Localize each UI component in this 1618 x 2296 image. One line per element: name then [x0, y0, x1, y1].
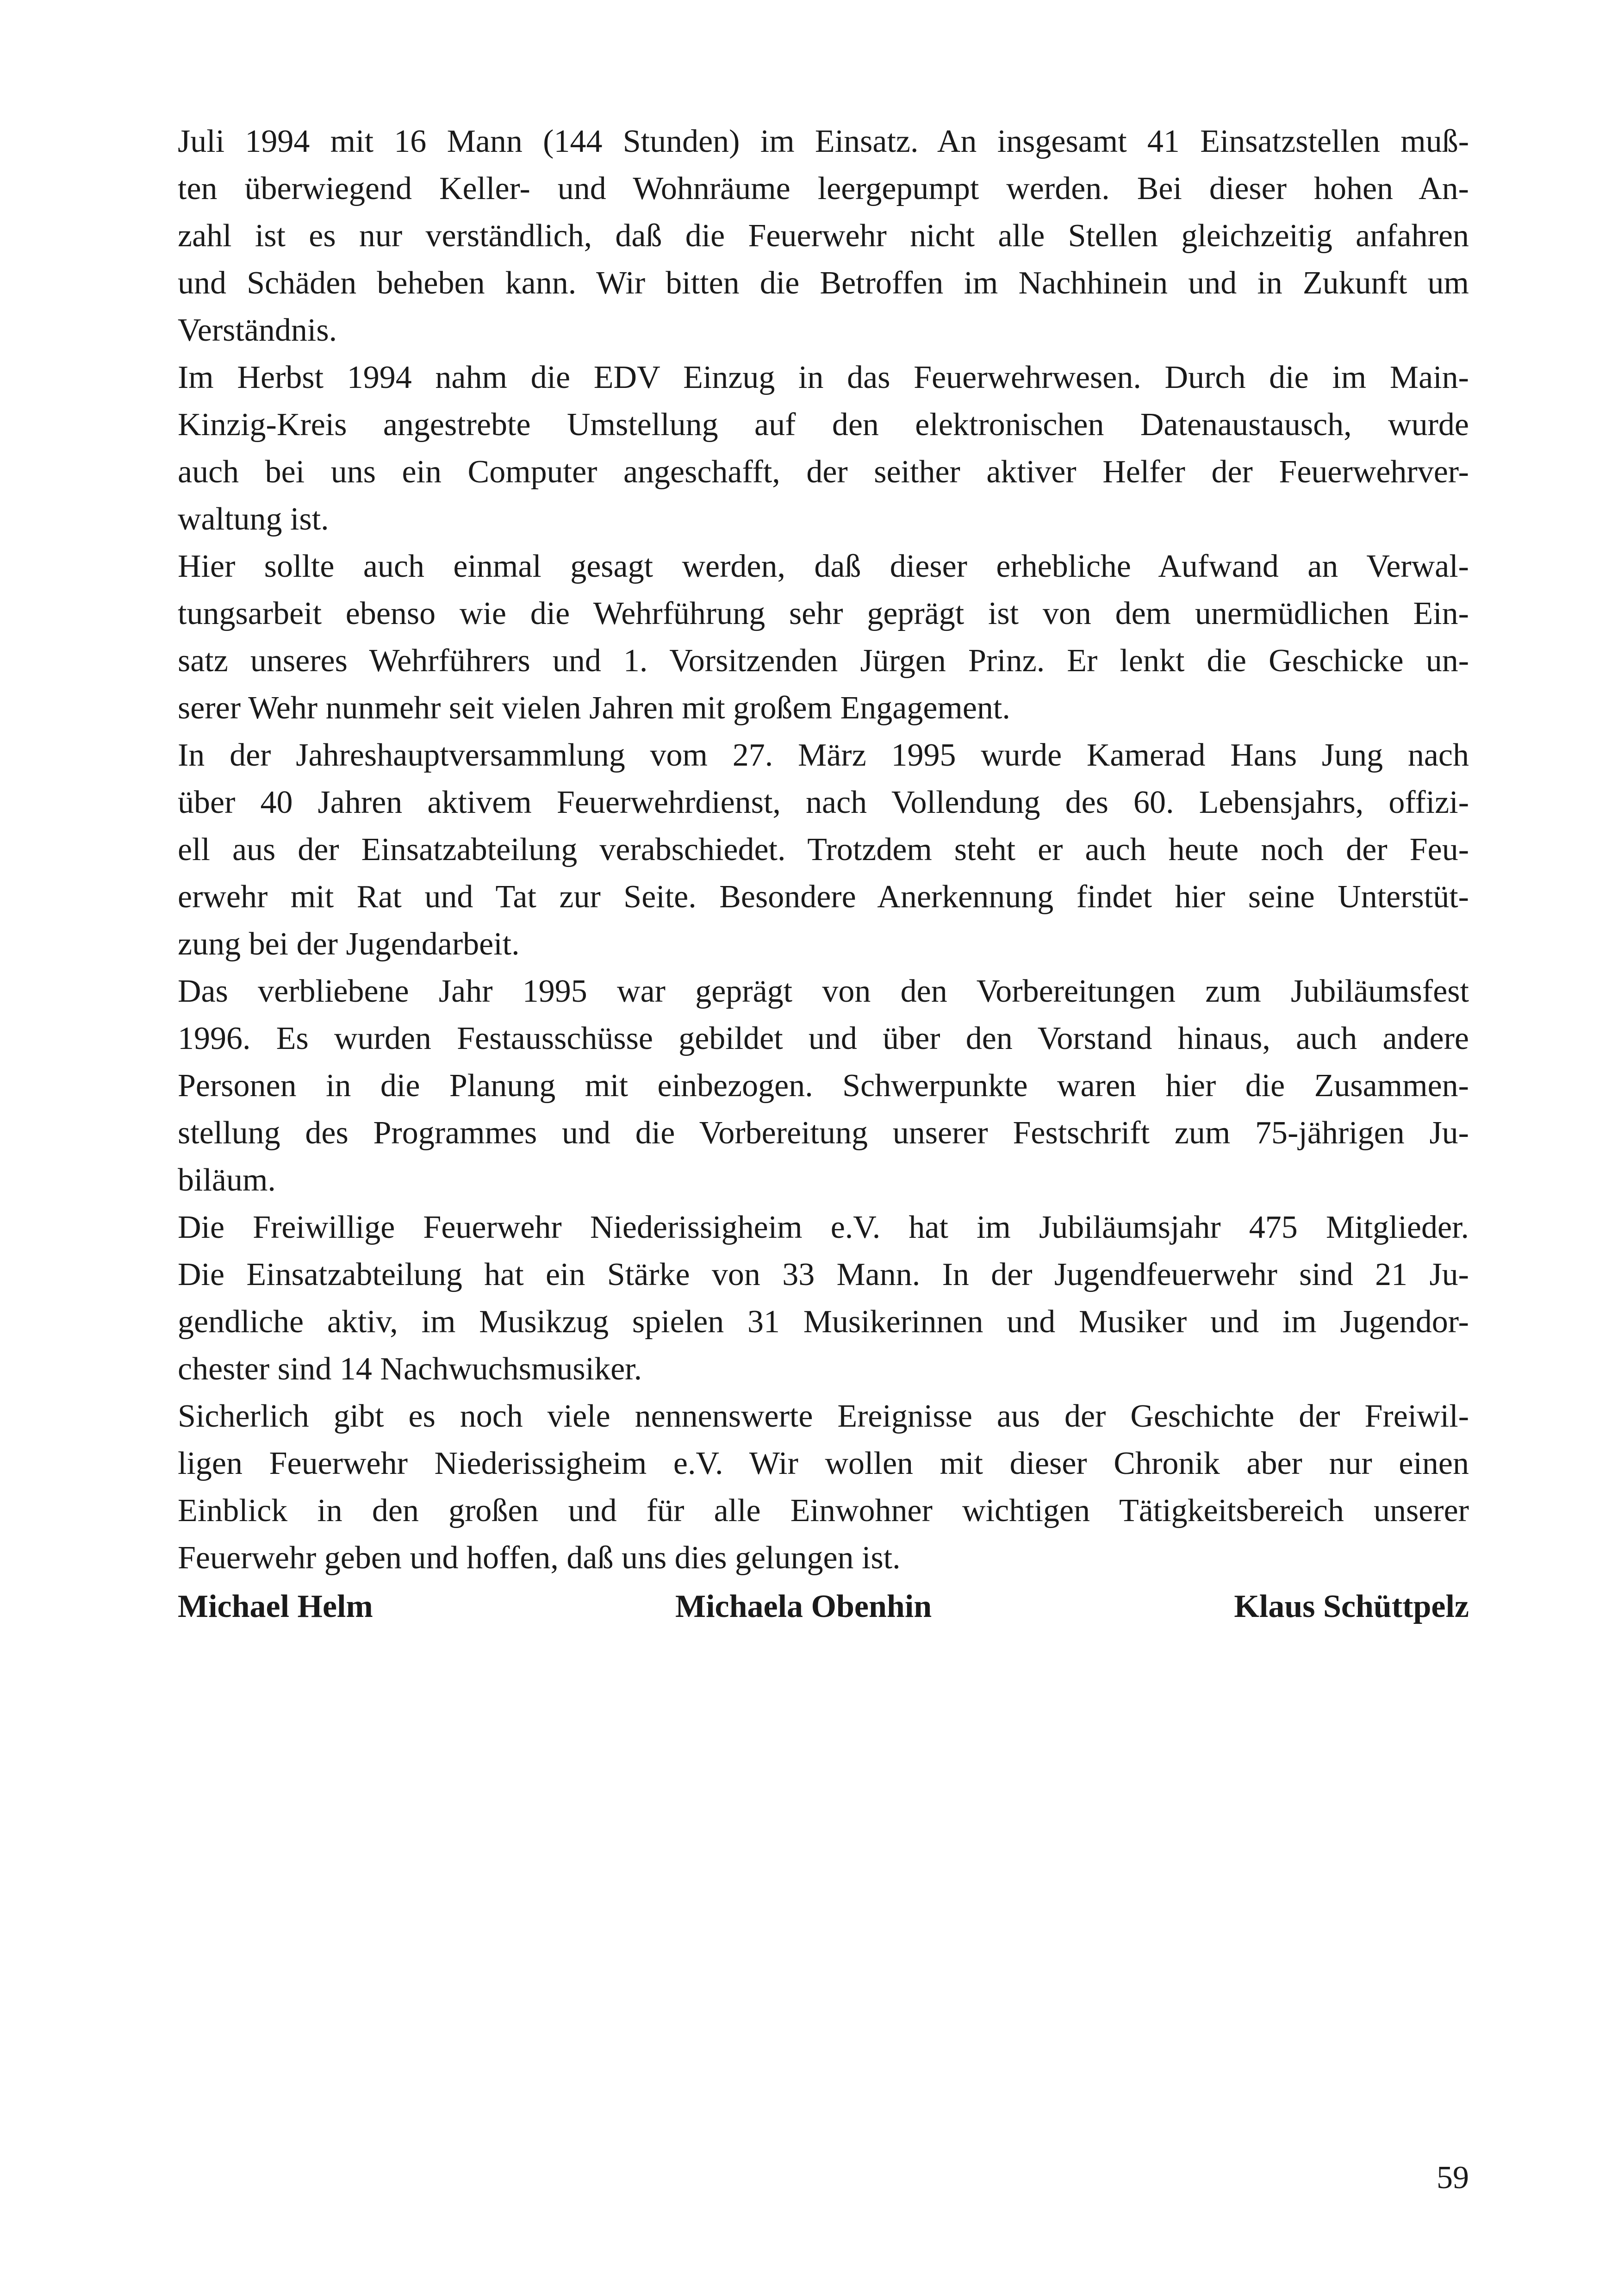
text-line: Juli 1994 mit 16 Mann (144 Stunden) im Einsatz. An insgesamt 41 Einsatzstellen muß- — [178, 124, 1469, 159]
text-line: In der Jahreshauptversammlung vom 27. März 1995 wurde Kamerad Hans Jung nach — [178, 737, 1469, 773]
signature-name: Michael Helm — [178, 1589, 373, 1624]
text-line: Die Einsatzabteilung hat ein Stärke von 33 Mann. In der Jugendfeuerwehr sind 21 Ju- — [178, 1257, 1469, 1292]
text-line: ten überwiegend Keller- und Wohnräume leergepumpt werden. Bei dieser hohen An- — [178, 171, 1469, 206]
text-line: serer Wehr nunmehr seit vielen Jahren mit großem Engagement. — [178, 690, 1010, 726]
text-line: ligen Feuerwehr Niederissigheim e.V. Wir wollen mit dieser Chronik aber nur einen — [178, 1446, 1469, 1481]
page-number: 59 — [1437, 2160, 1469, 2196]
signature-name: Michaela Obenhin — [675, 1589, 932, 1624]
body-text — [178, 118, 1469, 1582]
text-line: satz unseres Wehrführers und 1. Vorsitzenden Jürgen Prinz. Er lenkt die Geschicke un- — [178, 643, 1469, 679]
text-line: und Schäden beheben kann. Wir bitten die Betroffen im Nachhinein und in Zukunft um — [178, 265, 1469, 301]
text-line: Die Freiwillige Feuerwehr Niederissigheim e.V. hat im Jubiläumsjahr 475 Mitglieder. — [178, 1210, 1469, 1245]
text-line: Hier sollte auch einmal gesagt werden, daß dieser erhebliche Aufwand an Verwal- — [178, 549, 1469, 584]
text-line: ell aus der Einsatzabteilung verabschiedet. Trotzdem steht er auch heute noch der Feu- — [178, 832, 1469, 867]
text-line: waltung ist. — [178, 501, 329, 537]
text-line: zahl ist es nur verständlich, daß die Feuerwehr nicht alle Stellen gleichzeitig anfahren — [178, 218, 1469, 254]
text-line: Personen in die Planung mit einbezogen. Schwerpunkte waren hier die Zusammen- — [178, 1068, 1469, 1104]
text-line: Sicherlich gibt es noch viele nennenswerte Ereignisse aus der Geschichte der Freiwil- — [178, 1398, 1469, 1434]
text-line: zung bei der Jugendarbeit. — [178, 926, 520, 962]
text-line: Im Herbst 1994 nahm die EDV Einzug in das Feuerwehrwesen. Durch die im Main- — [178, 360, 1469, 395]
text-line: Das verbliebene Jahr 1995 war geprägt von den Vorbereitungen zum Jubiläumsfest — [178, 973, 1469, 1009]
text-line: auch bei uns ein Computer angeschafft, der seither aktiver Helfer der Feuerwehrver- — [178, 454, 1469, 490]
text-line: tungsarbeit ebenso wie die Wehrführung sehr geprägt ist von dem unermüdlichen Ein- — [178, 596, 1469, 631]
text-line: erwehr mit Rat und Tat zur Seite. Besondere Anerkennung findet hier seine Unterstüt- — [178, 879, 1469, 915]
text-line: Kinzig-Kreis angestrebte Umstellung auf den elektronischen Datenaustausch, wurde — [178, 407, 1469, 443]
text-line: über 40 Jahren aktivem Feuerwehrdienst, nach Vollendung des 60. Lebensjahrs, offizi- — [178, 785, 1469, 820]
signature-row — [178, 1583, 1469, 1630]
text-line: biläum. — [178, 1162, 276, 1198]
text-line: Verständnis. — [178, 312, 337, 348]
text-line: gendliche aktiv, im Musikzug spielen 31 Musikerinnen und Musiker und im Jugendor- — [178, 1304, 1469, 1340]
text-line: Feuerwehr geben und hoffen, daß uns dies gelungen ist. — [178, 1540, 901, 1576]
text-line: chester sind 14 Nachwuchsmusiker. — [178, 1351, 642, 1387]
text-line: stellung des Programmes und die Vorbereitung unserer Festschrift zum 75-jährigen Ju- — [178, 1115, 1469, 1151]
signature-name: Klaus Schüttpelz — [1234, 1589, 1469, 1624]
text-line: Einblick in den großen und für alle Einwohner wichtigen Tätigkeitsbereich unserer — [178, 1493, 1469, 1529]
text-line: 1996. Es wurden Festausschüsse gebildet und über den Vorstand hinaus, auch andere — [178, 1021, 1469, 1056]
